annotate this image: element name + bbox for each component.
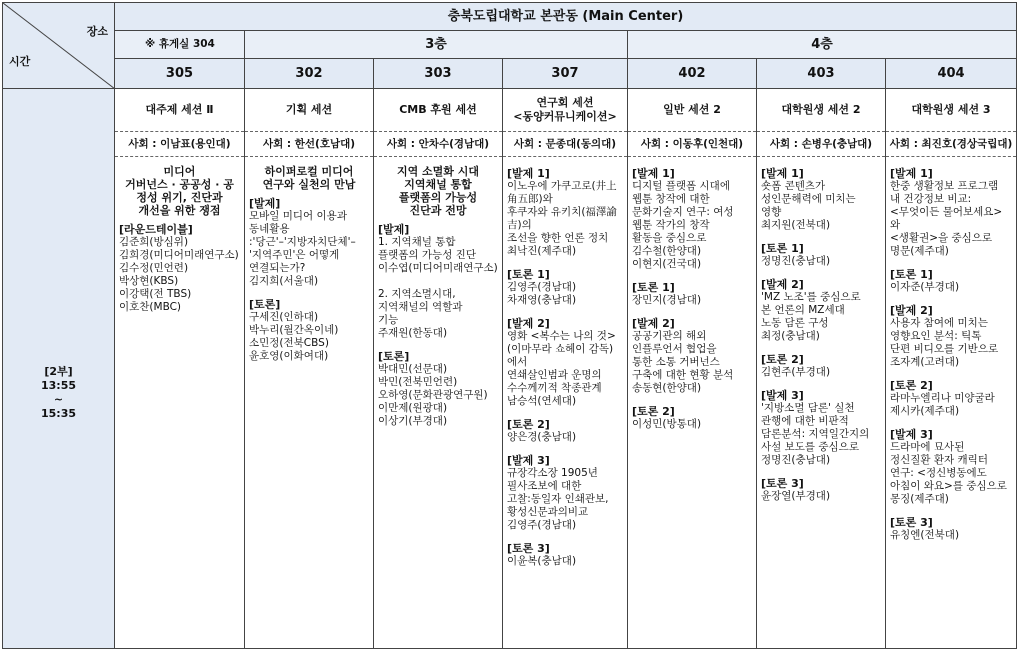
session-title: [249, 89, 369, 131]
session-topic-line: 정성 위기, 진단과: [136, 191, 223, 204]
block-line: 라마누엘리나 미양굴라: [890, 392, 995, 404]
session-title-line: 일반 세션 2: [663, 103, 721, 116]
session-cell: [503, 89, 628, 649]
block-label: [토론]: [378, 350, 410, 363]
block-label: [토론 1]: [761, 242, 804, 255]
time-label: 시간: [9, 55, 31, 68]
floor-4: 4층: [628, 31, 1017, 59]
block-line: 영향요인 분석: 틱톡: [890, 330, 982, 342]
block-line: 수수께끼적 착종관계: [507, 382, 602, 394]
block-line: 한중 생활정보 프로그램: [890, 180, 999, 192]
block-line: 후쿠자와 유키치(福澤諭吉)의: [507, 206, 617, 231]
block-line: 동네활용: [249, 223, 290, 235]
block-line: 김준희(방심위): [119, 236, 189, 248]
session-title-line: 대주제 세션 Ⅱ: [145, 103, 214, 116]
block-line: 최낙진(제주대): [507, 245, 577, 257]
block-line: 최지원(전북대): [761, 219, 831, 231]
block-label: [발제 2]: [507, 317, 550, 330]
block-line: <무엇이든 물어보세요>와: [890, 206, 1003, 231]
session-topic-line: 연구와 실천의 만남: [262, 178, 356, 191]
block-line: [378, 275, 498, 288]
room-307: 307: [503, 59, 628, 89]
block-label: [토론 1]: [890, 268, 933, 281]
corner-header: [3, 3, 115, 89]
place-label: 장소: [86, 25, 108, 38]
block-line: 차재영(충남대): [507, 294, 577, 306]
block-line: 연쇄살인범과 운명의: [507, 369, 602, 381]
spacer: [890, 157, 1012, 167]
session-topic-line: 진단과 전망: [409, 204, 467, 217]
block-line: 김현주(부경대): [761, 366, 831, 378]
block-line: 이강택(전 TBS): [119, 288, 192, 300]
block-line: 조자계(고려대): [890, 356, 960, 368]
session-chair: 사회 : 손병우(충남대): [757, 131, 885, 156]
block-label: [토론 1]: [632, 281, 675, 294]
block-line: 정명진(충남대): [761, 255, 831, 267]
session-chair: 사회 : 한선(호남대): [245, 131, 373, 156]
block-line: 연구: <정신병동에도: [890, 467, 987, 479]
session-chair: 사회 : 이남표(용인대): [115, 131, 244, 156]
room-403: 403: [757, 59, 886, 89]
block-line: 드라마에 묘사된: [890, 441, 965, 453]
block-label: [발제 1]: [890, 167, 933, 180]
time-slot: [3, 89, 115, 649]
block-line: 영향: [761, 206, 782, 218]
block-label: [토론 3]: [761, 477, 804, 490]
block-line: 이윤복(충남대): [507, 555, 577, 567]
block-label: [발제 1]: [761, 167, 804, 180]
block-line: 2. 지역소멸시대,: [378, 288, 456, 300]
block-line: 김희경(미디어미래연구소): [119, 249, 239, 261]
session-chair: 사회 : 안차수(경남대): [374, 131, 502, 156]
block-line: 통한 소통 거버넌스: [632, 356, 720, 368]
block-line: 지역채널의 역할과: [378, 301, 463, 313]
block-label: [토론 1]: [507, 268, 550, 281]
block-line: '지역주민'은 어떻게: [249, 249, 340, 261]
block-line: 이자준(부경대): [890, 281, 960, 293]
chair-divider: [245, 156, 373, 157]
block-line: 김영주(경남대): [507, 281, 577, 293]
block-line: 1. 지역채널 통합: [378, 236, 456, 248]
chair-divider: [374, 156, 502, 157]
session-title: [890, 89, 1012, 131]
block-line: <생활권>을 중심으로: [890, 232, 993, 244]
block-line: 디지털 플랫폼 시대에: [632, 180, 730, 192]
block-line: 주재원(한동대): [378, 327, 448, 339]
time-slot-end: 15:35: [40, 406, 76, 420]
session-topic-line: 플랫폼의 가능성: [398, 191, 478, 204]
session-cell: [245, 89, 374, 649]
room-303: 303: [374, 59, 503, 89]
floor-3: 3층: [245, 31, 628, 59]
session-title: [119, 89, 240, 131]
chair-divider: [115, 156, 244, 157]
block-label: [발제 1]: [507, 167, 550, 180]
block-line: 문화기술지 연구: 여성: [632, 206, 734, 218]
time-slot-label: [2부]: [44, 364, 73, 378]
block-line: 관행에 대한 비판적: [761, 415, 849, 427]
block-label: [발제]: [378, 223, 410, 236]
session-topic-line: 하이퍼로컬 미디어: [264, 165, 354, 178]
venue-title: 충북도립대학교 본관동 (Main Center): [115, 3, 1017, 31]
room-404: 404: [886, 59, 1017, 89]
block-line: 아침이 와요>를 중심으로: [890, 480, 1007, 492]
session-title-line: 대학원생 세션 2: [781, 103, 861, 116]
session-topic-line: 미디어: [163, 165, 196, 178]
block-label: [토론 2]: [890, 379, 933, 392]
schedule-table: [2, 2, 1017, 649]
block-line: 단편 비디오를 기반으로: [890, 343, 999, 355]
spacer: [507, 157, 623, 167]
session-title: [761, 89, 881, 131]
block-label: [발제 3]: [507, 454, 550, 467]
session-title-line: 기획 세션: [285, 103, 333, 116]
block-line: (이마무라 쇼헤이 감독)에서: [507, 343, 614, 368]
block-label: [토론 2]: [761, 353, 804, 366]
block-line: 숏폼 콘텐츠가: [761, 180, 826, 192]
block-label: [발제 3]: [890, 428, 933, 441]
block-line: 윤호영(이화여대): [249, 350, 329, 362]
block-line: 플랫폼의 가능성 진단: [378, 249, 476, 261]
block-line: 규장각소장 1905년: [507, 467, 598, 479]
block-line: :'당근'–'지방자치단체'–: [249, 236, 356, 248]
block-line: 소민정(전북CBS): [249, 337, 329, 349]
block-line: 구세진(인하대): [249, 311, 319, 323]
block-label: [발제 2]: [632, 317, 675, 330]
room-402: 402: [628, 59, 757, 89]
session-topic-line: 개선을 위한 쟁점: [138, 204, 221, 217]
block-line: 사용자 참여에 미치는: [890, 317, 988, 329]
session-title-line: 대학원생 세션 3: [911, 103, 991, 116]
block-line: 고찰:동일자 인쇄관보,: [507, 493, 609, 505]
block-line: 기능: [378, 314, 399, 326]
session-chair: 사회 : 문종대(동의대): [503, 131, 627, 156]
block-line: 연결되는가?: [249, 262, 306, 274]
session-cell: [374, 89, 503, 649]
session-cell: [757, 89, 886, 649]
session-chair: 사회 : 이동후(인천대): [628, 131, 756, 156]
block-label: [토론 2]: [507, 418, 550, 431]
block-line: 영화 <복수는 나의 것>: [507, 330, 616, 342]
block-line: 필사조보에 대한: [507, 480, 582, 492]
block-line: 'MZ 노조'를 중심으로: [761, 291, 861, 303]
room-302: 302: [245, 59, 374, 89]
time-slot-sep: ~: [53, 392, 64, 406]
block-line: 구축에 대한 현황 분석: [632, 369, 734, 381]
block-line: 남승석(연세대): [507, 395, 577, 407]
block-line: 윤장열(부경대): [761, 490, 831, 502]
block-line: 오하영(문화관광연구원): [378, 389, 488, 401]
block-line: 조선을 향한 언론 정치: [507, 232, 609, 244]
session-title: [378, 89, 498, 131]
block-line: 박대민(선문대): [378, 363, 448, 375]
session-title-line: CMB 후원 세션: [399, 103, 477, 116]
session-topic-line: 지역채널 통합: [404, 178, 472, 191]
time-slot-start: 13:55: [40, 378, 76, 392]
block-line: 송동현(한양대): [632, 382, 702, 394]
block-label: [발제 3]: [761, 389, 804, 402]
block-line: 이수엽(미디어미래연구소): [378, 262, 498, 274]
block-line: 노동 담론 구성: [761, 317, 829, 329]
session-title-line: 연구회 세션: [536, 96, 594, 109]
block-line: 김수정(민언련): [119, 262, 189, 274]
spacer: [761, 157, 881, 167]
block-line: 웹툰 창작에 대한: [632, 193, 710, 205]
block-line: 이현지(건국대): [632, 258, 702, 270]
block-line: 김수철(한양대): [632, 245, 702, 257]
block-line: 공공기관의 해외: [632, 330, 707, 342]
block-label: [발제 1]: [632, 167, 675, 180]
session-chair: 사회 : 최진호(경상국립대): [886, 131, 1016, 156]
block-line: 본 언론의 MZ세대: [761, 304, 845, 316]
block-line: 이만제(원광대): [378, 402, 448, 414]
block-line: 이상기(부경대): [378, 415, 448, 427]
block-label: [라운드테이블]: [119, 223, 193, 236]
block-label: [토론 3]: [507, 542, 550, 555]
block-line: 정명진(충남대): [761, 454, 831, 466]
block-line: 명문(제주대): [890, 245, 949, 257]
session-cell: [115, 89, 245, 649]
block-line: 모바일 미디어 이용과: [249, 210, 347, 222]
session-topic: [249, 165, 369, 191]
block-line: 최정(충남대): [761, 330, 820, 342]
room-305: 305: [115, 59, 245, 89]
spacer: [632, 157, 752, 167]
block-line: 이호찬(MBC): [119, 301, 182, 313]
block-line: 담론분석: 지역일간지의: [761, 428, 870, 440]
session-cell: [886, 89, 1017, 649]
block-line: 양은경(충남대): [507, 431, 577, 443]
session-topic: [119, 165, 240, 217]
block-line: '지방소멸 담론' 실천: [761, 402, 855, 414]
block-line: 이성민(방통대): [632, 418, 702, 430]
session-title: [632, 89, 752, 131]
session-topic-line: 지역 소멸화 시대: [396, 165, 480, 178]
block-line: 박상현(KBS): [119, 275, 179, 287]
block-line: 이노우에 가쿠고로(井上角五郎)와: [507, 180, 617, 205]
block-line: 김영주(경남대): [507, 519, 577, 531]
block-line: 박민(전북민언련): [378, 376, 458, 388]
block-label: [발제 2]: [890, 304, 933, 317]
block-line: 김지희(서울대): [249, 275, 319, 287]
block-line: 웹툰 작가의 창작: [632, 219, 710, 231]
block-line: 장민지(경남대): [632, 294, 702, 306]
session-title-line: <동양커뮤니케이션>: [513, 110, 617, 123]
session-title: [507, 89, 623, 131]
block-line: 사설 보도를 중심으로: [761, 441, 859, 453]
session-topic-line: 거버넌스 · 공공성 · 공: [125, 178, 234, 191]
block-line: 성인문해력에 미치는: [761, 193, 856, 205]
session-topic: [378, 165, 498, 217]
block-line: 정신질환 환자 캐릭터: [890, 454, 988, 466]
block-line: 인플루언서 협업을: [632, 343, 717, 355]
block-line: 황성신문과의비교: [507, 506, 589, 518]
rest-room-note: ※ 휴게실 304: [115, 31, 245, 59]
block-label: [토론 2]: [632, 405, 675, 418]
block-label: [토론]: [249, 298, 281, 311]
diagonal-line: [3, 3, 115, 89]
block-line: 몽징(제주대): [890, 493, 949, 505]
block-line: 박누리(월간옥이네): [249, 324, 339, 336]
block-label: [토론 3]: [890, 516, 933, 529]
block-line: 유칭엔(전북대): [890, 529, 960, 541]
block-label: [발제 2]: [761, 278, 804, 291]
block-line: 제시카(제주대): [890, 405, 960, 417]
session-cell: [628, 89, 757, 649]
block-label: [발제]: [249, 197, 281, 210]
block-line: 활동을 중심으로: [632, 232, 707, 244]
block-line: 내 건강정보 비교:: [890, 193, 972, 205]
